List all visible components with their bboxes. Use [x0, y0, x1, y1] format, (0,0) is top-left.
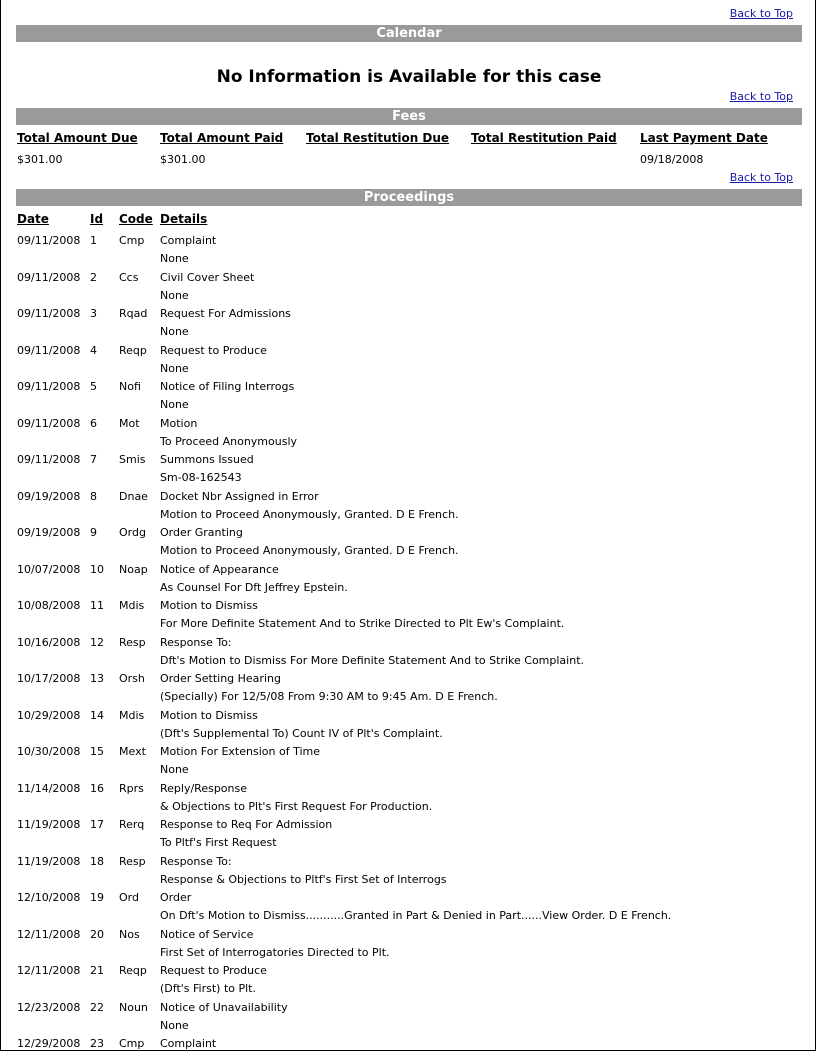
- proceeding-detail: For More Definite Statement And to Strike Directed to Plt Ew's Complaint.: [160, 617, 565, 630]
- proceeding-row: [17, 928, 807, 965]
- proceeding-row: [17, 745, 807, 782]
- proceeding-id: 21: [90, 964, 104, 977]
- proceeding-detail: None: [160, 361, 189, 375]
- proceeding-detail: (Dft's First) to Plt.: [160, 982, 256, 995]
- proceeding-detail: To Pltf's First Request: [160, 836, 277, 849]
- proceeding-date: 09/19/2008: [17, 489, 81, 503]
- proceeding-code: Mdis: [119, 708, 145, 722]
- fees-col-total-restitution-paid: Total Restitution Paid: [471, 131, 617, 145]
- proceeding-detail: & Objections to Plt's First Request For Production.: [160, 799, 433, 813]
- proceedings-col-id: Id: [90, 212, 104, 226]
- proceeding-code: Smis: [119, 453, 146, 466]
- proceeding-title: Order Setting Hearing: [160, 672, 281, 685]
- proceeding-code: Dnae: [119, 489, 148, 503]
- proceeding-title: Motion: [160, 416, 198, 430]
- proceeding-title: Request to Produce: [160, 964, 267, 977]
- proceeding-title: Request For Admissions: [160, 307, 291, 320]
- proceeding-row: [17, 1001, 807, 1038]
- proceeding-id: 8: [90, 489, 97, 503]
- proceeding-row: [17, 636, 807, 673]
- back-to-top-link[interactable]: Back to Top: [729, 90, 793, 103]
- proceeding-code: Nos: [119, 927, 140, 941]
- proceeding-id: 2: [90, 270, 97, 284]
- proceeding-code: Ccs: [119, 270, 139, 284]
- proceeding-date: 10/29/2008: [17, 708, 81, 722]
- proceedings-col-details: Details: [160, 212, 208, 226]
- proceeding-detail: None: [160, 252, 189, 265]
- proceeding-id: 19: [90, 891, 104, 904]
- proceeding-row: [17, 782, 807, 819]
- proceeding-title: Complaint: [160, 1037, 217, 1050]
- proceeding-detail: First Set of Interrogatories Directed to Plt.: [160, 945, 390, 959]
- proceeding-date: 12/29/2008: [17, 1037, 81, 1050]
- proceeding-row: [17, 599, 807, 636]
- proceeding-date: 12/10/2008: [17, 891, 81, 904]
- proceeding-title: Request to Produce: [160, 343, 267, 357]
- proceeding-id: 3: [90, 307, 97, 320]
- calendar-section-header: Calendar: [16, 25, 802, 42]
- proceeding-id: 11: [90, 599, 104, 612]
- proceeding-date: 10/07/2008: [17, 562, 81, 576]
- proceeding-date: 09/11/2008: [17, 270, 81, 284]
- proceeding-code: Reqp: [119, 964, 147, 977]
- fees-col-total-restitution-due: Total Restitution Due: [306, 131, 450, 145]
- proceeding-row: [17, 417, 807, 454]
- proceeding-detail: None: [160, 763, 189, 776]
- proceeding-date: 12/11/2008: [17, 927, 81, 941]
- proceeding-code: Orsh: [119, 672, 145, 685]
- proceeding-id: 16: [90, 781, 104, 795]
- proceeding-row: [17, 855, 807, 892]
- proceeding-id: 13: [90, 672, 104, 685]
- proceedings-list: [17, 234, 807, 1051]
- proceeding-row: [17, 344, 807, 381]
- proceeding-code: Rerq: [119, 818, 145, 831]
- proceeding-row: [17, 818, 807, 855]
- proceeding-title: Notice of Appearance: [160, 562, 279, 576]
- proceeding-date: 11/19/2008: [17, 818, 81, 831]
- proceeding-detail: Motion to Proceed Anonymously, Granted. D E French.: [160, 544, 459, 557]
- proceeding-detail: (Dft's Supplemental To) Count IV of Plt's Complaint.: [160, 726, 443, 740]
- proceeding-title: Response to Req For Admission: [160, 818, 333, 831]
- back-to-top-link[interactable]: Back to Top: [729, 7, 793, 20]
- proceeding-date: 09/19/2008: [17, 526, 81, 539]
- proceeding-date: 09/11/2008: [17, 380, 81, 393]
- proceeding-date: 09/11/2008: [17, 307, 81, 320]
- proceeding-code: Mdis: [119, 599, 145, 612]
- proceeding-id: 15: [90, 745, 104, 758]
- proceeding-title: Civil Cover Sheet: [160, 270, 255, 284]
- proceeding-date: 10/17/2008: [17, 672, 81, 685]
- proceeding-code: Noun: [119, 1000, 148, 1014]
- proceeding-id: 1: [90, 234, 97, 247]
- proceeding-id: 18: [90, 854, 104, 868]
- proceeding-id: 20: [90, 927, 104, 941]
- proceeding-row: [17, 964, 807, 1001]
- fees-total-amount-paid: $301.00: [160, 153, 206, 166]
- proceeding-detail: None: [160, 1018, 189, 1032]
- fees-col-total-amount-due: Total Amount Due: [17, 131, 138, 145]
- proceeding-title: Complaint: [160, 234, 217, 247]
- proceeding-code: Ordg: [119, 526, 146, 539]
- proceeding-code: Rqad: [119, 307, 148, 320]
- proceeding-date: 11/14/2008: [17, 781, 81, 795]
- proceeding-date: 10/30/2008: [17, 745, 81, 758]
- proceeding-id: 14: [90, 708, 104, 722]
- fees-last-payment-date: 09/18/2008: [640, 153, 704, 166]
- proceeding-code: Reqp: [119, 343, 147, 357]
- proceeding-detail: None: [160, 325, 189, 338]
- proceeding-id: 23: [90, 1037, 104, 1050]
- fees-total-amount-due: $301.00: [17, 153, 63, 166]
- proceeding-id: 7: [90, 453, 97, 466]
- proceeding-code: Cmp: [119, 1037, 145, 1050]
- proceeding-id: 12: [90, 635, 104, 649]
- proceeding-id: 9: [90, 526, 97, 539]
- proceeding-title: Response To:: [160, 635, 232, 649]
- proceeding-title: Order: [160, 891, 192, 904]
- proceeding-title: Summons Issued: [160, 453, 254, 466]
- proceeding-code: Cmp: [119, 234, 145, 247]
- proceeding-detail: Sm-08-162543: [160, 471, 242, 484]
- proceedings-col-code: Code: [119, 212, 153, 226]
- proceeding-id: 10: [90, 562, 104, 576]
- proceeding-title: Docket Nbr Assigned in Error: [160, 489, 319, 503]
- proceeding-row: [17, 453, 807, 490]
- proceeding-detail: On Dft's Motion to Dismiss...........Granted in Part & Denied in Part......View Order. D E French.: [160, 909, 672, 922]
- proceeding-row: [17, 234, 807, 271]
- proceeding-title: Motion to Dismiss: [160, 708, 258, 722]
- proceeding-row: [17, 1037, 807, 1051]
- proceeding-date: 09/11/2008: [17, 416, 81, 430]
- proceeding-date: 10/16/2008: [17, 635, 81, 649]
- proceeding-date: 09/11/2008: [17, 234, 81, 247]
- proceeding-row: [17, 307, 807, 344]
- proceeding-code: Mot: [119, 416, 140, 430]
- proceeding-code: Nofi: [119, 380, 141, 393]
- proceeding-row: [17, 490, 807, 527]
- proceeding-code: Ord: [119, 891, 139, 904]
- proceeding-row: [17, 526, 807, 563]
- fees-col-last-payment-date: Last Payment Date: [640, 131, 768, 145]
- proceeding-id: 22: [90, 1000, 104, 1014]
- proceeding-code: Rprs: [119, 781, 144, 795]
- proceeding-date: 11/19/2008: [17, 854, 81, 868]
- proceeding-code: Noap: [119, 562, 148, 576]
- proceeding-id: 17: [90, 818, 104, 831]
- proceeding-date: 09/11/2008: [17, 343, 81, 357]
- proceeding-title: Motion For Extension of Time: [160, 745, 320, 758]
- proceedings-col-date: Date: [17, 212, 49, 226]
- proceeding-id: 6: [90, 416, 97, 430]
- proceeding-code: Resp: [119, 635, 146, 649]
- proceeding-code: Resp: [119, 854, 146, 868]
- proceeding-detail: (Specially) For 12/5/08 From 9:30 AM to 9:45 Am. D E French.: [160, 690, 498, 703]
- fees-section-header: Fees: [16, 108, 802, 125]
- proceeding-title: Notice of Filing Interrogs: [160, 380, 295, 393]
- proceeding-title: Notice of Service: [160, 927, 254, 941]
- proceeding-detail: None: [160, 288, 189, 302]
- proceeding-title: Reply/Response: [160, 781, 248, 795]
- proceeding-id: 4: [90, 343, 97, 357]
- proceeding-id: 5: [90, 380, 97, 393]
- proceeding-row: [17, 271, 807, 308]
- proceeding-detail: None: [160, 398, 189, 411]
- proceeding-detail: Motion to Proceed Anonymously, Granted. D E French.: [160, 507, 459, 521]
- proceeding-detail: Dft's Motion to Dismiss For More Definite Statement And to Strike Complaint.: [160, 653, 585, 667]
- fees-col-total-amount-paid: Total Amount Paid: [160, 131, 284, 145]
- proceedings-section-header: Proceedings: [16, 189, 802, 206]
- proceeding-date: 12/11/2008: [17, 964, 81, 977]
- proceeding-date: 10/08/2008: [17, 599, 81, 612]
- proceeding-date: 09/11/2008: [17, 453, 81, 466]
- proceeding-row: [17, 563, 807, 600]
- proceeding-title: Motion to Dismiss: [160, 599, 258, 612]
- proceeding-detail: Response & Objections to Pltf's First Set of Interrogs: [160, 872, 447, 886]
- proceeding-code: Mext: [119, 745, 146, 758]
- proceeding-title: Notice of Unavailability: [160, 1000, 288, 1014]
- proceeding-title: Response To:: [160, 854, 232, 868]
- proceeding-row: [17, 891, 807, 928]
- back-to-top-link[interactable]: Back to Top: [729, 171, 793, 184]
- proceeding-row: [17, 709, 807, 746]
- proceeding-detail: As Counsel For Dft Jeffrey Epstein.: [160, 580, 348, 594]
- proceeding-row: [17, 672, 807, 709]
- no-information-message: No Information is Available for this case: [216, 67, 602, 87]
- proceeding-date: 12/23/2008: [17, 1000, 81, 1014]
- proceeding-title: Order Granting: [160, 526, 243, 539]
- proceeding-row: [17, 380, 807, 417]
- proceeding-detail: To Proceed Anonymously: [160, 434, 298, 448]
